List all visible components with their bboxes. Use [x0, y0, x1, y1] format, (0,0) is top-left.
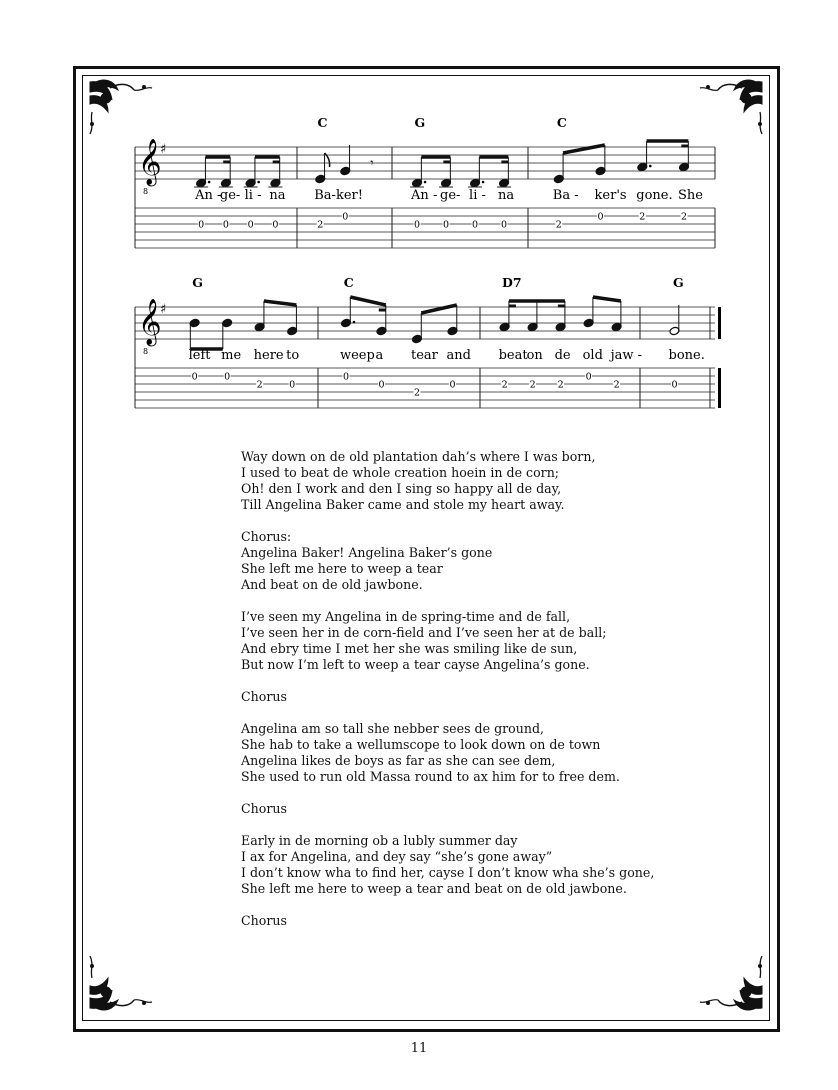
lyric-syllable: An - [411, 188, 438, 203]
tab-fret-number: 2 [613, 379, 620, 391]
lyric-syllable: ge- [219, 188, 241, 203]
tab-fret-number: 0 [272, 219, 279, 231]
sheet-music [0, 0, 838, 430]
dot [424, 181, 427, 184]
treble-clef-icon: 𝄞 [138, 299, 162, 345]
lyric-line: She hab to take a wellumscope to look down on de town [241, 737, 601, 752]
chord-symbol: G [192, 275, 203, 290]
lyric-syllable: to [286, 348, 300, 363]
stanza [241, 689, 654, 705]
lyric-syllable: bone. [668, 348, 705, 363]
lyric-syllable: old [582, 348, 603, 363]
lyric-syllable: beat [498, 348, 528, 363]
lyric-line: I used to beat de whole creation hoein in de corn; [241, 465, 560, 480]
lyric-syllable: weep [339, 348, 375, 363]
tab-fret-number: 2 [557, 379, 564, 391]
stanza [241, 529, 654, 593]
lyric-line: Till Angelina Baker came and stole my heart away. [241, 497, 565, 512]
page-number: 11 [410, 1041, 428, 1056]
lyric-line: Angelina am so tall she nebber sees de ground, [241, 721, 545, 736]
chord-symbol: C [317, 115, 328, 130]
tab-fret-number: 0 [378, 379, 385, 391]
tab-fret-number: 0 [671, 379, 678, 391]
lyric-syllable: na [498, 188, 515, 203]
lyric-syllable: li - [469, 188, 486, 203]
tab-fret-number: 0 [247, 219, 254, 231]
tab-fret-number: 0 [597, 211, 604, 223]
tab-fret-number: 0 [222, 219, 229, 231]
dot [482, 181, 485, 184]
tab-fret-number: 2 [317, 219, 324, 231]
stanza [241, 609, 654, 673]
lyric-line: She left me here to weep a tear [241, 561, 443, 576]
lyric-line: Angelina likes de boys as far as she can see dem, [241, 753, 556, 768]
lyric-line: I’ve seen her in de corn-field and I’ve seen her at de ball; [241, 625, 607, 640]
lyric-line: Chorus [241, 913, 287, 928]
tab-fret-number: 0 [224, 371, 231, 383]
octave-8-marking: 8 [143, 187, 149, 196]
chord-symbol: C [556, 115, 567, 130]
tab-fret-number: 2 [639, 211, 646, 223]
stanza [241, 801, 654, 817]
treble-clef-icon: 𝄞 [138, 139, 162, 185]
lyric-line: I don’t know wha to find her, cayse I don’t know wha she’s gone, [241, 865, 655, 880]
lyric-line: She used to run old Massa round to ax him for to free dem. [241, 769, 620, 784]
octave-8-marking: 8 [143, 347, 149, 356]
beam [350, 297, 386, 305]
tab-fret-number: 2 [501, 379, 508, 391]
tab-fret-number: 2 [256, 379, 263, 391]
tab-fret-number: 2 [529, 379, 536, 391]
lyric-syllable: Ba-ker! [314, 188, 363, 203]
stanza [241, 721, 654, 785]
lyric-syllable: left [188, 348, 211, 363]
tab-fret-number: 2 [413, 387, 420, 399]
stanza [241, 833, 654, 897]
lyric-syllable: on [526, 348, 543, 363]
lyric-syllable: me [221, 348, 242, 363]
lyric-line: I ax for Angelina, and dey say “she’s gone away” [241, 849, 553, 864]
chord-symbol: G [414, 115, 426, 130]
eighth-rest-icon: 𝄾 [370, 156, 374, 171]
lyric-syllable: An - [195, 188, 222, 203]
chord-symbol: D7 [502, 275, 522, 290]
tab-fret-number: 0 [191, 371, 198, 383]
tab-fret-number: 0 [501, 219, 508, 231]
tab-fret-number: 0 [289, 379, 296, 391]
tab-fret-number: 0 [198, 219, 205, 231]
tab-fret-number: 0 [342, 211, 349, 223]
final-barline [718, 307, 721, 339]
tab-fret-number: 0 [585, 371, 592, 383]
song-lyrics [241, 449, 654, 945]
dot [649, 165, 652, 168]
stanza [241, 449, 654, 513]
lyric-line: I’ve seen my Angelina in de spring-time and de fall, [241, 609, 571, 624]
key-signature-sharp-icon: ♯ [160, 142, 167, 157]
lyric-syllable: de [554, 348, 571, 363]
tab-fret-number: 2 [681, 211, 688, 223]
dot [353, 321, 356, 324]
lyric-syllable: Ba - [552, 188, 579, 203]
lyric-syllable: ker's [594, 188, 627, 203]
beam [593, 297, 621, 301]
dot [257, 181, 260, 184]
lyric-line: Chorus [241, 801, 287, 816]
corner-ornament-bottom-left [86, 952, 156, 1012]
beam [264, 301, 297, 305]
beam [563, 145, 605, 153]
chord-symbol: G [673, 275, 684, 290]
final-barline [718, 368, 721, 408]
lyric-line: Angelina Baker! Angelina Baker’s gone [241, 545, 493, 560]
lyric-syllable: jaw - [610, 348, 643, 363]
lyric-syllable: tear [410, 348, 438, 363]
tab-fret-number: 0 [414, 219, 421, 231]
lyric-line: Early in de morning ob a lubly summer day [241, 833, 518, 848]
lyric-syllable: gone. [636, 188, 673, 203]
lyric-syllable: na [269, 188, 286, 203]
lyric-line: Oh! den I work and den I sing so happy all de day, [241, 481, 562, 496]
lyric-line: But now I’m left to weep a tear cayse Angelina’s gone. [241, 657, 590, 672]
lyric-line: And beat on de old jawbone. [241, 577, 423, 592]
lyric-syllable: She [678, 188, 704, 203]
tab-fret-number: 0 [472, 219, 479, 231]
lyric-syllable: and [446, 348, 471, 363]
lyric-line: And ebry time I met her she was smiling like de sun, [241, 641, 578, 656]
tab-fret-number: 2 [555, 219, 562, 231]
tab-fret-number: 0 [449, 379, 456, 391]
lyric-syllable: ge- [440, 188, 461, 203]
lyric-syllable: a [375, 348, 384, 363]
dot [208, 181, 211, 184]
key-signature-sharp-icon: ♯ [160, 302, 167, 317]
lyric-syllable: li - [244, 188, 262, 203]
lyric-syllable: here [253, 348, 284, 363]
beam [421, 305, 457, 313]
corner-ornament-bottom-right [696, 952, 766, 1012]
lyric-line: Way down on de old plantation dah’s where I was born, [241, 449, 596, 464]
stanza [241, 913, 654, 929]
tab-fret-number: 0 [342, 371, 349, 383]
lyric-line: Chorus [241, 689, 287, 704]
lyric-line: Chorus: [241, 529, 292, 544]
chord-symbol: C [343, 275, 354, 290]
tab-fret-number: 0 [443, 219, 450, 231]
lyric-line: She left me here to weep a tear and beat on de old jawbone. [241, 881, 627, 896]
